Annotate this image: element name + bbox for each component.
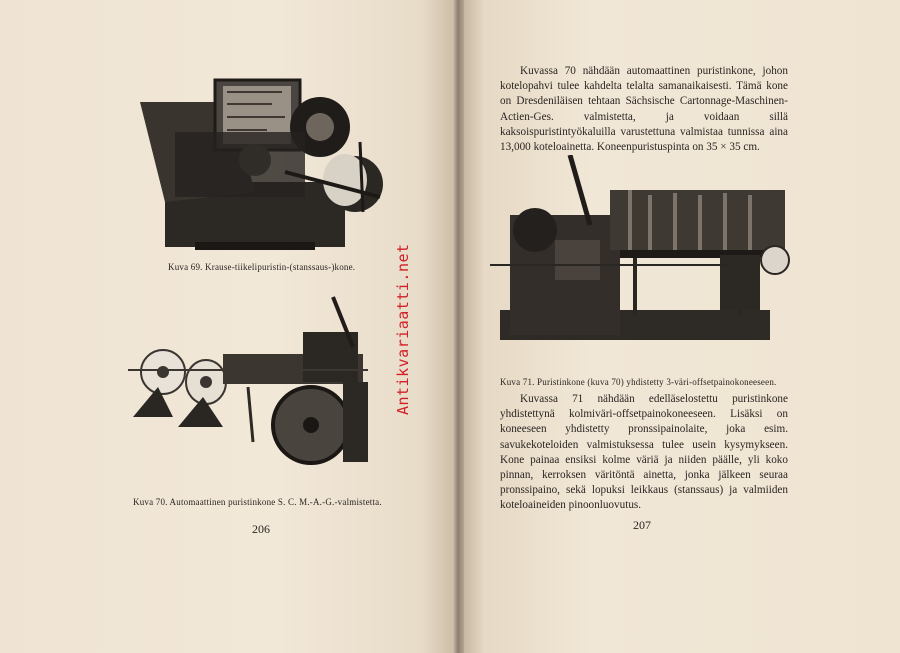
paragraph-1 — [500, 64, 788, 155]
paragraph-2 — [500, 392, 788, 514]
figure-71-photo — [490, 155, 800, 365]
page-number-right: 207 — [633, 518, 651, 532]
figure-70-caption: Kuva 70. Automaattinen puristinkone S. C. M.-A.-G.-valmistetta. — [133, 497, 382, 507]
figure-69-photo — [135, 72, 395, 257]
paragraph-1-text: Kuvassa 70 nähdään automaattinen puristinkone, johon kotelopahvi tulee kahdelta telalta samanaikaisesti. Tämä kone on Dresdeniläisen tehtaan Sächsische Cartonnage-Maschinen-Actien-Ges. valmistetta, ja voidaan sillä kaksoispuristintyökaluilla varustettuna valmistaa tunnissa aina 13,000 koteloainetta. Koneenpuristuspinta on 35 × 35 cm. — [500, 65, 788, 154]
figure-71-caption: Kuva 71. Puristinkone (kuva 70) yhdistetty 3-väri-offsetpainokoneeseen. — [500, 377, 777, 387]
book-gutter — [452, 0, 464, 653]
watermark: Antikvariaatti.net — [394, 243, 412, 415]
figure-70-photo — [128, 292, 390, 470]
page-number-left: 206 — [252, 522, 270, 536]
paragraph-2-text: Kuvassa 71 nähdään edelläselostettu puristinkone yhdistettynä kolmiväri-offsetpainokoneeseen. Lisäksi on koneeseen yhdistetty pronssipainolaite, joka esim. savukekoteloiden valmistuksessa tulee usein kysymykseen. Kone painaa ensiksi kolme väriä ja niiden päälle, yli koko pinnan, kerroksen väritöntä ainetta, jonka jälkeen seuraa pronssipaino, sekä lopuksi leikkaus (stanssaus) ja valmiiden koteloaineiden pinoonluovutus. — [500, 393, 788, 512]
figure-69-caption: Kuva 69. Krause-tiikelipuristin-(stanssaus-)kone. — [168, 262, 356, 272]
